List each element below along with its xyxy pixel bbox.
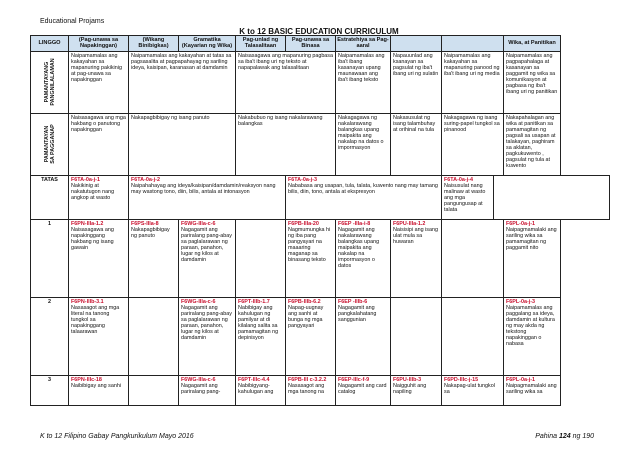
competency-code: F6EP -IIIb-6 [338,298,368,305]
table-cell [179,375,236,405]
competency-text: Naipagmamalaki ang sariling wika sa [506,382,557,395]
section-label: PAMANTAYAN SA PAGGANAP [31,113,69,175]
table-cell: Nakapahalagan ang wika at panitikan sa pamamagitan ng pagsali sa usapan at talakayan, paghiram sa aklatan, pagkukuwento , pagsulat ng tula at kuwento [504,113,561,175]
week-number: 1 [31,219,69,297]
competency-text: Naigguhit ang napiling [393,382,427,395]
competency-code: F6PN-IIIc-18 [71,376,102,383]
competency-code: F6TA-0a-j-4 [444,176,473,183]
competency-code: F6PL-0a-j-1 [506,220,536,227]
table-cell [442,175,494,219]
table-cell [442,375,504,405]
competency-text: Naipamamalas ang paggalang sa ideya, damdamin at kultura ng may akda ng tekstong napakinggan o nabasa [506,304,555,347]
table-cell: Nakagagawa ng nakalarawang balangkas upang maipakita ang nakalap na datos o impormasyon [336,113,391,175]
table-cell [69,175,129,219]
table-cell [236,297,286,375]
week-number: 2 [31,297,69,375]
competency-text: Nagagamit ang pariralang pang- [181,382,221,395]
table-cell: Napauunlad ang ksanayan sa pagsulat ng iba't ibang uri ng sulatin [391,51,442,113]
competency-text: Nababasa ang usapan, tula, talata, kuwento nang may tamang bilis, diin, tono, antala at ekspresyon [288,182,438,195]
table-row-pamantayan-sa-pagganap [31,113,610,175]
competency-code: F6EP -IIIa-i-8 [338,220,371,227]
table-cell [494,175,610,219]
competency-text: Nabibigay ang kahulugan ng pamilyar at di kilalang salita sa pamamagitan ng depinisyon [238,304,279,341]
table-cell [286,375,336,405]
competency-code: F6PB-IIIa-20 [288,220,319,227]
table-cell [336,297,391,375]
table-cell [442,297,504,375]
competency-text: Naipagmamalaki ang sariling wika sa pamamagitan ng paggamit nito [506,226,557,251]
competency-text: Naisisipi ang isang ulat mula sa huwaran [393,226,438,245]
table-cell: Nakabubuo ng isang nakalarawang balangkas [236,113,336,175]
table-cell: Nakasusulat ng isang talambuhay at orihinal na tula [391,113,442,175]
competency-text: Nagmumungka hi ng iba pang pangyayari na maaaring maganap sa binasang teksto [288,226,331,263]
week-number: 3 [31,375,69,405]
table-cell [286,219,336,297]
table-cell [236,219,286,297]
competency-code: F6PD-IIIc-j-15 [444,376,479,383]
table-cell: Naisasagawa ang mapanuring pagbasa sa iba't ibang uri ng teksto at napapalawak ang talasalitaan [236,51,336,113]
col-header: Gramatika (Kayarian ng Wika) [179,36,236,52]
table-cell: Naipamamalas ang pagpapahalaga at kasanayan sa paggamit ng wika sa komunikasyon at pagbasa ng iba't ibang uri ng panitikan [504,51,561,113]
competency-code: F6PT-IIIc-4.4 [238,376,270,383]
competency-code: F6PU-IIIa-1.2 [393,220,426,227]
competency-text: Nagagamit ang pangkalahatang sanggunian [338,304,377,323]
table-cell [442,219,504,297]
competency-text: Napag-uugnay ang sanhi at bunga ng mga pangyayari [288,304,324,329]
table-cell: Naipamamalas ang iba't ibang kasanayan upang maunawaan ang iba't ibang teksto [336,51,391,113]
table-row-week-1 [31,219,610,297]
header-row [31,36,610,52]
table-cell [391,297,442,375]
section-label: PAMANTAYANG PANGNILALAMAN [31,51,69,113]
table-cell [236,375,286,405]
col-header: Pag-unlad ng Talasalitaan [236,36,286,52]
competency-code: F6PU-IIIb-3 [393,376,422,383]
col-header [391,36,442,52]
table-cell [69,297,129,375]
competency-text: Nakapagbibigay ng panuto [131,226,170,239]
competency-text: Nagagamit ang nakalarawang balangkas upang maipakita ang nakalap na impormasyon o datos [338,226,380,269]
table-cell: Naipamamalas ang kakayahan sa mapanuring panood ng iba't ibang uri ng media [442,51,504,113]
col-header: Pag-unawa sa Binasa [286,36,336,52]
col-header: Wika, at Panitikan [504,36,561,52]
competency-text: Naisusulat nang malinaw at wasto ang mga pangungusap at talata [444,182,486,213]
document-title: K to 12 BASIC EDUCATION CURRICULUM [239,27,399,36]
competency-text: Naibibigay ang sanhi [71,382,122,389]
competency-code: F6PB-III c-3.2.2 [288,376,327,383]
table-cell [129,175,286,219]
table-cell [504,297,561,375]
competency-code: F6PN-IIIb-3.1 [71,298,104,305]
competency-text: Nasasagot ang mga literal na tanong tungkol sa napakinggang talaarawan [71,304,120,335]
competency-code: F6PN-IIIa-1.2 [71,220,104,227]
table-row-week-3 [31,375,610,405]
col-header: Estratehiya sa Pag-aaral [337,37,389,50]
table-cell [286,297,336,375]
table-cell [504,375,561,405]
competency-text: Nakapag-ulat tungkol sa [444,382,495,395]
competency-code: F6TA-0a-j-3 [288,176,317,183]
col-header: (Pag-unawa sa Napakinggan) [69,36,129,52]
table-cell [504,219,561,297]
table-row-pamantayang-pangnilalaman [31,51,610,113]
table-cell [391,375,442,405]
table-cell [129,297,179,375]
competency-code: F6EP-IIIc-f-9 [338,376,370,383]
table-cell: Naipamamalas ang kakayahan at tatas sa pagsasalita at pagpapahayag ng sariling ideya, kaisipan, karanasan at damdamin [129,51,236,113]
curriculum-table [30,35,610,406]
competency-text: Nagagamit ang pariralang pang-abay sa paglalarawan ng paraan, panahon, lugar ng kilos at damdamin [181,226,232,263]
competency-code: F6PL-0a-j-1 [506,376,536,383]
table-cell: Naipamamalas ang kakayahan sa mapanuring pakikinig at pag-unawa sa napakinggan [69,51,129,113]
competency-code: F6PT-IIIb-1.7 [238,298,270,305]
competency-text: Naisasagawa ang napakinggang hakbang ng isang gawain [71,226,114,251]
col-header [442,36,504,52]
col-header: (Wikang Binibigkas) [129,36,179,52]
table-cell [129,375,179,405]
table-row-week-2 [31,297,610,375]
table-cell [336,375,391,405]
table-cell [179,219,236,297]
table-cell [391,219,442,297]
competency-text: Nabibigyang-kahulugan ang [238,382,274,395]
table-cell [129,219,179,297]
table-cell [69,219,129,297]
competency-code: F6PS-IIIa-8 [131,220,159,227]
footer-page-number: Pahina 124 ng 190 [535,433,594,440]
competency-text: Naipahahayag ang ideya/kaisipan/damdamin/reaksyon nang may wastong tono, diin, bilis, antala at intonasyon [131,182,276,195]
table-cell [69,375,129,405]
table-cell [179,297,236,375]
competency-code: F6PB-IIIb-6.2 [288,298,321,305]
competency-text: Nagagamit ang pariralang pang-abay sa paglalarawan ng paraan, panahon, lugar ng kilos at damdamin [181,304,232,341]
table-row-tatas [31,175,610,219]
header-left: Educational Projams [40,18,105,25]
table-cell: Naisasagawa ang mga hakbang o panutong napakinggan [69,113,129,175]
table-cell: Nakapagbibigay ng isang panuto [129,113,236,175]
competency-text: Nasasagot ang mga tanong na [288,382,325,395]
table-cell: Nakagagawa ng isang suring-papel tungkol sa pinanood [442,113,504,175]
row-label: TATAS [31,175,69,219]
col-header: LINGGO [31,36,69,52]
competency-code: F6WG-IIIa-c-6 [181,376,216,383]
competency-code: F6WG-IIIa-c-6 [181,298,216,305]
footer-left: K to 12 Filipino Gabay Pangkurikulum Mayo 2016 [40,433,194,440]
competency-code: F6TA-0a-j-1 [71,176,100,183]
table-cell [336,219,391,297]
competency-code: F6TA-0a-j-2 [131,176,160,183]
competency-code: F6WG-IIIa-c-6 [181,220,216,227]
competency-text: Nagagamit ang card catalog [338,382,387,395]
competency-code: F6PL-0a-j-3 [506,298,536,305]
competency-text: Nakikinig at nakatutugon nang angkop at wasto [71,182,115,201]
table-cell [286,175,442,219]
